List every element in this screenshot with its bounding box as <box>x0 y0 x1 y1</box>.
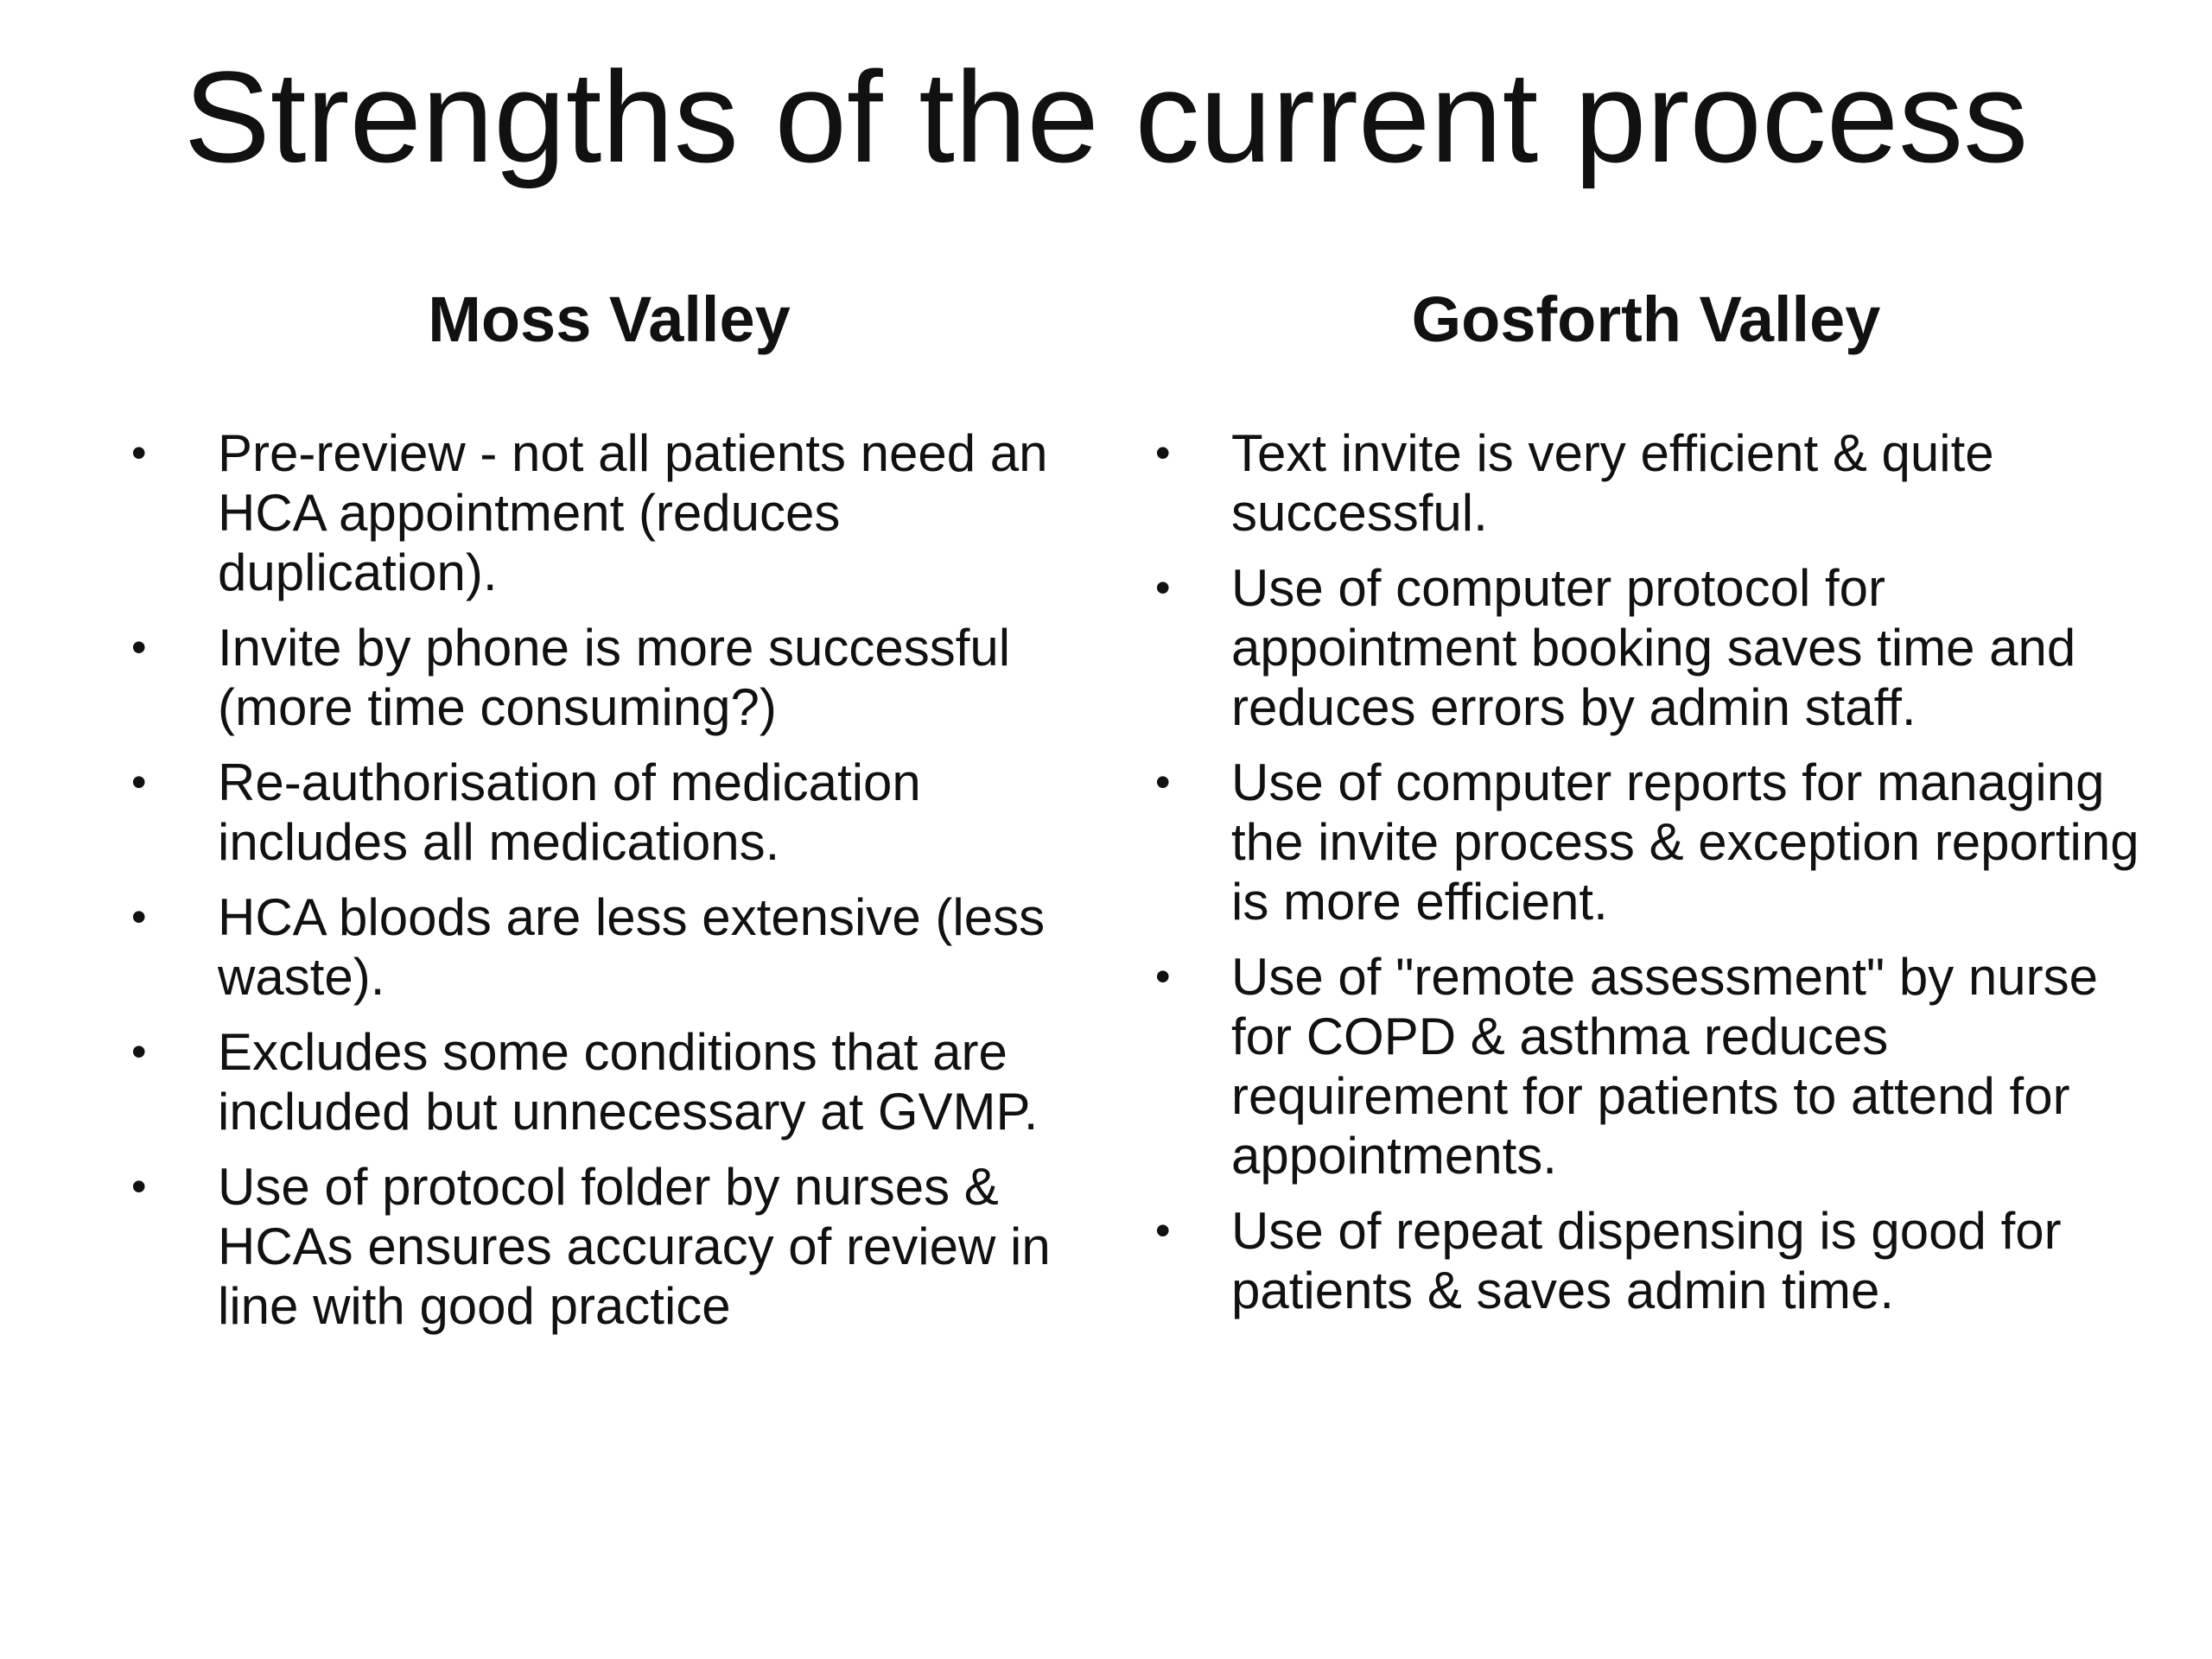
bullet-icon: • <box>1155 429 1171 477</box>
moss-valley-column <box>121 276 1097 1351</box>
bullet-icon: • <box>1155 563 1171 612</box>
list-item: • HCA bloods are less extensive (less waste). <box>131 888 1046 1006</box>
bullet-icon: • <box>131 1027 147 1076</box>
bullet-icon: • <box>1155 952 1171 1001</box>
bullet-icon: • <box>131 429 147 477</box>
list-item: • Excludes some conditions that are included but unnecessary at GVMP. <box>131 1023 1039 1141</box>
bullet-icon: • <box>131 893 147 941</box>
bullet-icon: • <box>131 1162 147 1211</box>
gosforth-valley-list <box>1145 423 2147 1320</box>
bullet-icon: • <box>1155 758 1171 806</box>
slide-title: Strengths of the current process <box>183 44 2029 189</box>
bullet-icon: • <box>131 623 147 671</box>
list-item: • Text invite is very efficient & quite successful. <box>1155 424 1994 542</box>
bullet-icon: • <box>131 758 147 806</box>
gosforth-valley-heading: Gosforth Valley <box>1411 283 1881 355</box>
list-item: • Use of "remote assessment" by nurse for COPD & asthma reduces requirement for patients to attend for appointments. <box>1155 948 2099 1185</box>
list-item: • Use of computer reports for managing the invite process & exception reporting is more efficient. <box>1155 753 2139 931</box>
list-item: • Use of repeat dispensing is good for patients & saves admin time. <box>1155 1202 2062 1319</box>
list-item: • Invite by phone is more successful (more time consuming?) <box>131 619 1011 736</box>
moss-valley-heading: Moss Valley <box>428 283 791 355</box>
moss-valley-list <box>121 423 1097 1336</box>
list-item: • Pre-review - not all patients need an HCA appointment (reduces duplication). <box>131 424 1048 601</box>
list-item: • Use of computer protocol for appointment booking saves time and reduces errors by admin staff. <box>1155 559 2076 736</box>
list-item: • Use of protocol folder by nurses & HCAs ensures accuracy of review in line with good practice <box>131 1158 1051 1335</box>
gosforth-valley-column <box>1145 276 2147 1336</box>
bullet-icon: • <box>1155 1206 1171 1255</box>
list-item: • Re-authorisation of medication includes all medications. <box>131 753 921 871</box>
